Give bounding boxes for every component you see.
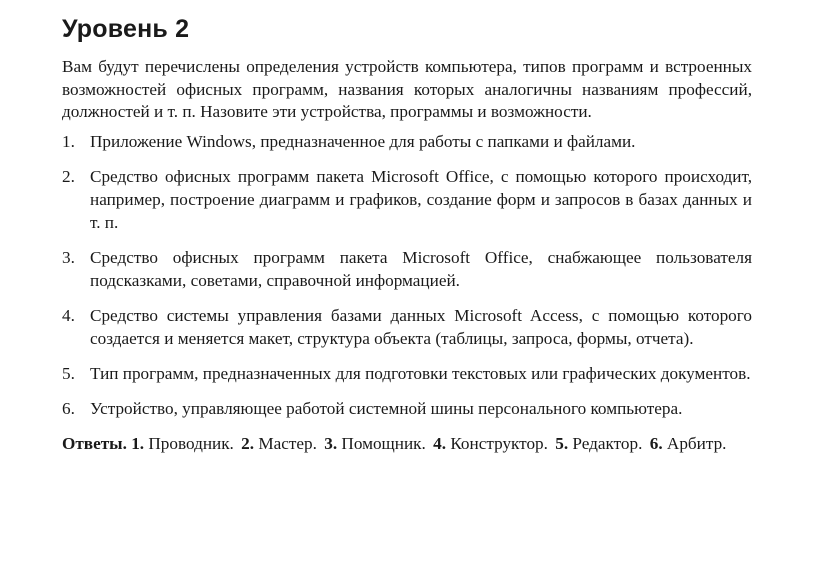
task-item xyxy=(62,130,752,153)
answer-item xyxy=(433,434,548,453)
answers-label: Ответы. xyxy=(62,433,127,453)
answer-number: 3. xyxy=(324,433,338,453)
answer-number: 4. xyxy=(433,433,447,453)
task-item xyxy=(62,246,752,292)
task-number: 5. xyxy=(62,363,75,383)
document-page xyxy=(62,14,752,455)
task-item xyxy=(62,304,752,350)
answer-item xyxy=(324,434,426,453)
task-number: 6. xyxy=(62,398,75,418)
answer-text: Мастер. xyxy=(258,433,317,453)
answer-text: Редактор. xyxy=(572,433,643,453)
answer-number: 1. xyxy=(131,433,145,453)
task-item xyxy=(62,397,752,420)
answer-item xyxy=(650,434,727,453)
task-text: Средство офисных программ пакета Microsoft Office, снабжающее пользователя подсказками, советами, справочной информацией. xyxy=(90,247,752,290)
task-text: Тип программ, предназначенных для подготовки текстовых или графических документов. xyxy=(90,363,751,383)
task-number: 1. xyxy=(62,131,75,151)
section-heading: Уровень 2 xyxy=(62,15,190,43)
task-text: Приложение Windows, предназначенное для работы с папками и файлами. xyxy=(90,131,636,151)
task-list xyxy=(62,130,752,420)
answer-text: Конструктор. xyxy=(450,433,548,453)
task-item xyxy=(62,362,752,385)
task-number: 3. xyxy=(62,247,75,267)
intro-paragraph: Вам будут перечислены определения устройств компьютера, типов программ и встроенных возможностей офисных программ, названия которых аналогичны названиям профессий, должностей и т. п. Назовите эти устройства, программы и возможности. xyxy=(62,57,752,121)
answer-item xyxy=(555,434,642,453)
task-number: 2. xyxy=(62,166,75,186)
task-text: Средство системы управления базами данных Microsoft Access, с помощью которого создается и меняется макет, структура объекта (таблицы, запроса, формы, отчета). xyxy=(90,305,752,348)
answers-block xyxy=(62,432,752,455)
answer-text: Помощник. xyxy=(341,433,426,453)
answer-item xyxy=(241,434,317,453)
task-number: 4. xyxy=(62,305,75,325)
task-item xyxy=(62,165,752,234)
answer-number: 5. xyxy=(555,433,569,453)
answer-text: Арбитр. xyxy=(666,433,727,453)
answer-number: 6. xyxy=(649,433,663,453)
answer-number: 2. xyxy=(241,433,255,453)
task-text: Устройство, управляющее работой системной шины персонального компьютера. xyxy=(90,398,683,418)
task-text: Средство офисных программ пакета Microsoft Office, с помощью которого происходит, например, построение диаграмм и графиков, создание форм и запросов в базах данных и т. п. xyxy=(90,166,752,232)
answer-text: Проводник. xyxy=(148,433,234,453)
answer-item xyxy=(131,434,234,453)
